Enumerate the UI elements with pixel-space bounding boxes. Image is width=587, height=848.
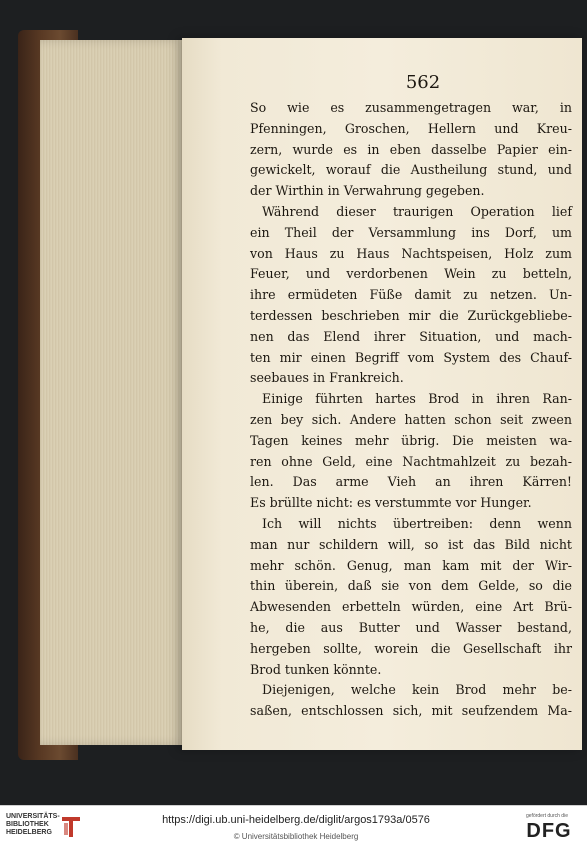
text-line: Feuer, und verdorbenen Wein zu betteln, (250, 266, 572, 282)
text-line: ren ohne Geld, eine Nachtmahlzeit zu bezah- (250, 453, 572, 469)
page-edges (40, 40, 190, 745)
text-line: So wie es zusammengetragen war, in (250, 100, 572, 115)
text-line: ten mir einen Begriff vom System des Chauf- (250, 349, 572, 365)
copyright-notice: © Universitätsbibliothek Heidelberg (233, 832, 359, 841)
text-line: zern, wurde es in eben dasselbe Papier ein- (250, 141, 572, 157)
library-name-line: HEIDELBERG (6, 829, 52, 836)
text-line: Abwesenden erbetteln würden, eine Art Brü- (250, 599, 572, 615)
text-line: Pfenningen, Groschen, Hellern und Kreu- (250, 120, 572, 136)
text-line: ein Theil der Versammlung ins Dorf, um (250, 224, 572, 240)
library-name-line: BIBLIOTHEK (6, 821, 49, 828)
library-name-line: UNIVERSITÄTS- (6, 813, 60, 820)
footer-bar (0, 805, 587, 848)
text-line: mehr schön. Genug, man kam mit der Wir- (250, 557, 572, 573)
text-line: man nur schildern will, so ist das Bild nicht (250, 536, 572, 552)
text-line: Brod tunken könnte. (250, 661, 382, 677)
text-line: ihre ermüdeten Füße damit zu netzen. Un- (250, 287, 572, 303)
text-line: Es brüllte nicht: es verstummte vor Hunger. (250, 495, 532, 511)
text-line: gewickelt, worauf die Austheilung stund, und (250, 162, 572, 178)
text-line: hergeben sollte, worein die Gesellschaft ihr (250, 640, 572, 656)
dfg-logo[interactable]: DFG (526, 820, 572, 842)
text-line: Während dieser traurigen Operation lief (262, 203, 572, 219)
text-line: he, die aus Butter und Wasser bestand, (250, 619, 572, 635)
text-line: Einige führten hartes Brod in ihren Ran- (262, 391, 572, 407)
text-line: von Haus zu Haus Nachtspeisen, Holz zum (250, 245, 572, 261)
text-line: zen bey sich. Andere hatten schon seit zween (250, 411, 572, 427)
page-number: 562 (405, 72, 441, 93)
text-line: thin überein, daß sie von dem Gelde, so die (250, 578, 572, 594)
text-line: len. Das arme Vieh an ihren Kärren! (250, 474, 572, 490)
permalink-url[interactable]: https://digi.ub.uni-heidelberg.de/diglit/argos1793a/0576 (162, 814, 430, 826)
text-line: seebaues in Frankreich. (250, 370, 404, 386)
text-line: nen das Elend ihrer Situation, und mach- (250, 328, 572, 344)
text-line: Diejenigen, welche kein Brod mehr be- (262, 682, 572, 698)
text-line: der Wirthin in Verwahrung gegeben. (250, 183, 485, 199)
text-line: Ich will nichts übertreiben: denn wenn (262, 515, 572, 531)
text-line: Tagen keines mehr übrig. Die meisten wa- (250, 432, 572, 448)
library-seal-icon (60, 815, 82, 843)
funding-note: gefördert durch die (526, 813, 568, 819)
text-line: saßen, entschlossen sich, mit seufzendem Ma- (250, 703, 572, 719)
page-text (250, 98, 572, 722)
text-line: terdessen beschrieben mir die Zurückgebliebe- (250, 307, 572, 323)
